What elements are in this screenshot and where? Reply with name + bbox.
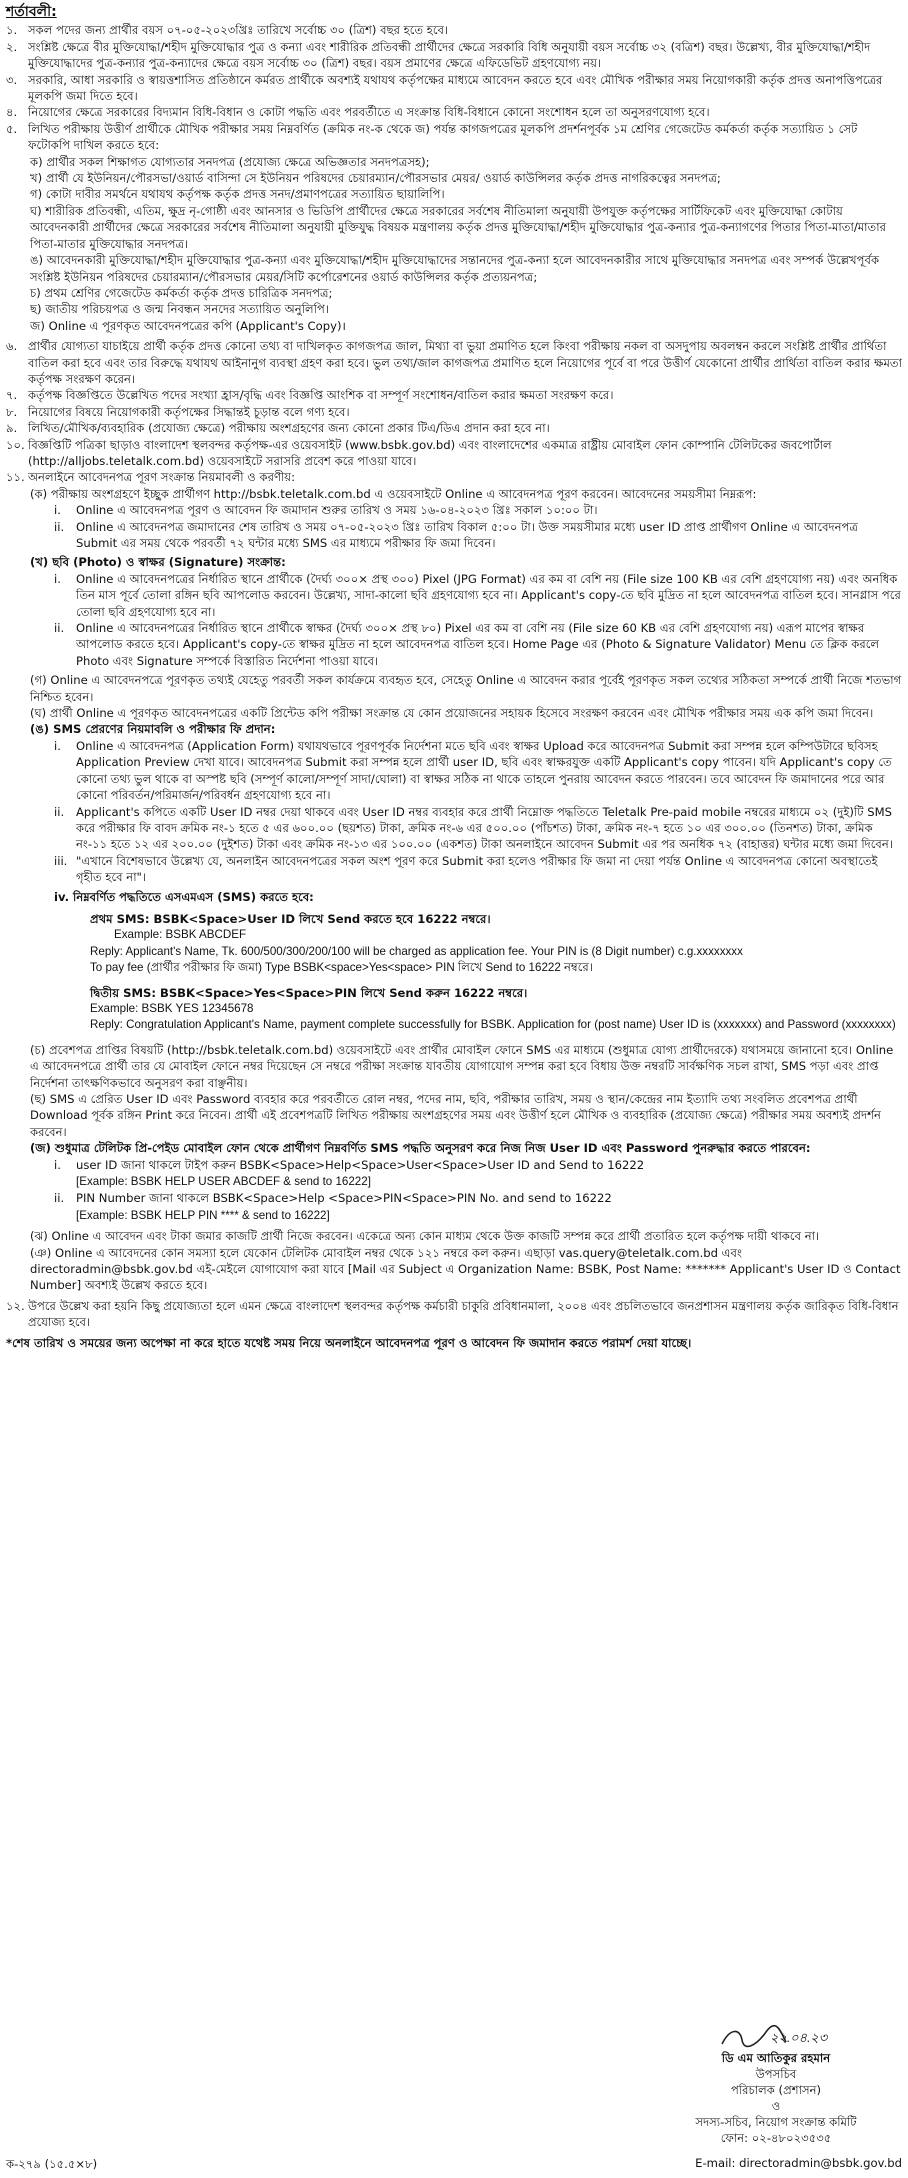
rule-ja: (জ) শুধুমাত্র টেলিটক প্রি-পেইড মোবাইল ফোন থেকে প্রার্থীগণ নিম্নবর্ণিত SMS পদ্ধতি অনুসরণ করে নিজ নিজ User ID এবং Password পুনরুদ্ধার করতে পারবেন: [30,1141,811,1156]
sms-first [30,911,902,977]
sms-second-reply: Reply: Congratulation Applicant's Name, payment complete successfully for BSBK. Application for (post name) User ID is (xxxxxxx) and Password (xxxxxxxx) [90,1018,896,1032]
signature-mark [650,2024,902,2050]
signatory-designation: উপসচিব [755,2067,797,2081]
term-item: ১২. উপরে উল্লেখ করা হয়নি কিছু প্রযোজ্যতা হলে এমন ক্ষেত্রে বাংলাদেশ স্থলবন্দর কর্তৃপক্ষ কর্মচারী চাকুরি প্রবিধানমালা, ২০০৪ এবং প্রচলিতভাবে জনপ্রশাসন মন্ত্রণালয় কর্তৃক জারিকৃত বিধি-বিধান প্রযোজ্য হবে। [6,1298,899,1330]
checklist-item: চ) প্রথম শ্রেণির গেজেটেড কর্মকর্তা কর্তৃক প্রদত্ত চারিত্রিক সনদপত্র; [30,285,333,300]
document-checklist [6,154,902,334]
terms-heading: শর্তাবলী: [6,4,57,20]
term-item: ১. সকল পদের জন্য প্রার্থীর বয়স ০৭-০৫-২০২৩খ্রিঃ তারিখে সর্বোচ্চ ৩০ (ত্রিশ) বছর হতে হবে। [6,23,449,38]
signature-block [650,2024,902,2146]
rule-ka-ii: ii. Online এ আবেদনপত্র জমাদানের শেষ তারিখ ও সময় ০৭-০৫-২০২৩ খ্রিঃ তারিখ বিকাল ৫:০০ টা। উক্ত সময়সীমার মধ্যে user ID প্রাপ্ত প্রার্থীগণ Online এ আবেদনপত্র Submit এর সময় থেকে পরবর্তী ৭২ ঘন্টার মধ্যে SMS এর মাধ্যমে পরীক্ষার ফি জমা দিবেন। [54,519,858,550]
rule-kha: (খ) ছবি (Photo) ও স্বাক্ষর (Signature) সংক্রান্ত: [30,555,286,570]
term-item: ৩. সরকারি, আধা সরকারি ও স্বায়ত্তশাসিত প্রতিষ্ঠানে কর্মরত প্রার্থীকে অবশ্যই যথাযথ কর্তৃপক্ষের মাধ্যমে আবেদন করতে হবে এবং মৌখিক পরীক্ষার সময় নিয়োগকারী কর্তৃক প্রদত্ত অনাপত্তিপত্রের মূলকপি জমা দিতে হবে। [6,72,883,104]
reference-code: ক-২৭৯ (১৫.৫×৮) [6,2157,98,2171]
signature-date: ২২.০৪.২৩ [770,2030,828,2045]
contact-email: E-mail: directoradmin@bsbk.gov.bd [695,2156,902,2170]
term-item: ৬. প্রার্থীর যোগ্যতা যাচাইয়ে প্রার্থী কর্তৃক প্রদত্ত কোনো তথ্য বা দাখিলকৃত কাগজপত্র জাল, মিথ্যা বা ভুয়া প্রমাণিত হলে কিংবা পরীক্ষায় নকল বা অসদুপায় অবলম্বন করলে সংশ্লিষ্ট প্রার্থীর প্রার্থিতা বাতিল করা হবে এবং তার বিরুদ্ধে যথাযথ আইনানুগ ব্যবস্থা গ্রহণ করা হবে। ভুল তথ্য/জাল কাগজপত্র প্রমাণিত হলে নিয়োগের পূর্বে বা পরে উত্তীর্ণ যেকোনো প্রার্থীর প্রার্থিতা বাতিল করার ক্ষমতা কর্তৃপক্ষ সংরক্ষণ করেন। [6,339,902,386]
terms-section [6,4,902,1351]
checklist-item: খ) প্রার্থী যে ইউনিয়ন/পৌরসভা/ওয়ার্ড বাসিন্দা সে ইউনিয়ন পরিষদের চেয়ারম্যান/পৌরসভার মেয়র/ ওয়ার্ড কাউন্সিলর কর্তৃক প্রদত্ত নাগরিকত্বের সনদপত্র; [30,171,721,186]
footer [6,2156,902,2175]
rule-nya: (ঞ) Online এ আবেদনের কোন সমস্যা হলে যেকোন টেলিটক মোবাইল নম্বর থেকে ১২১ নম্বরে কল করুন। এছাড়া vas.query@teletalk.com.bd এবং directoradmin@bsbk.gov.bd এই-মেইলে যোগাযোগ করা যাবে [Mail এর Subject এ Organization Name: BSBK, Post Name: ******* Applicant's User ID ও Contact Number] অবশ্যই উল্লেখ করতে হবে। [30,1245,901,1293]
rule-ka-i: i. Online এ আবেদনপত্র পূরণ ও আবেদন ফি জমাদান শুরুর তারিখ ও সময় ১৬-০৪-২০২৩ খ্রিঃ সকাল ১০:০০ টা। [54,503,598,518]
rule-ja-i: i. user ID জানা থাকলে টাইপ করুন BSBK<Space>Help<Space>User<Space>User ID and Send to 16222 [Example: BSBK HELP USER ABCDEF & send to 16222] [54,1157,645,1189]
rule-ka: (ক) পরীক্ষায় অংশগ্রহণে ইচ্ছুক প্রার্থীগণ http://bsbk.teletalk.com.bd এ ওয়েবসাইটে Online এ আবেদনপত্র পূরণ করবেন। আবেদনের সময়সীমা নিম্নরূপ: [30,486,757,501]
sms-first-reply: Reply: Applicant's Name, Tk. 600/500/300/200/100 will be charged as application fee. Your PIN is (8 Digit number) c.g.xxxxxxxx [90,944,743,958]
rule-kha-i: i. Online এ আবেদনপত্রের নির্ধারিত স্থানে প্রার্থীকে (দৈর্ঘ্য ৩০০× প্রস্থ ৩০০) Pixel (JPG Format) এর কম বা বেশি নয় (File size 100 KB এর বেশি গ্রহণযোগ্য নয়) এবং অনধিক তিন মাস পূর্বে তোলা রঙ্গিন ছবি আপলোড করবেন। উল্লেখ্য, সাদা-কালো ছবি গ্রহণযোগ্য হবে না। Applicant's copy-তে ছবি মুদ্রিত না হলে আবেদনপত্র বাতিল হবে। সানগ্লাস পরে তোলা ছবি গ্রহণযোগ্য হবে না। [54,571,901,619]
term-item: ২. সংশ্লিষ্ট ক্ষেত্রে বীর মুক্তিযোদ্ধা/শহীদ মুক্তিযোদ্ধার পুত্র ও কন্যা এবং শারীরিক প্রতিবন্ধী প্রার্থীদের ক্ষেত্রে সরকারি বিধি অনুযায়ী বয়স সর্বোচ্চ ৩২ (বত্রিশ) বছর। উল্লেখ্য, বীর মুক্তিযোদ্ধা/শহীদ মুক্তিযোদ্ধাদের পুত্র-কন্যার পুত্র-কন্যাদের ক্ষেত্রে বয়স সর্বোচ্চ ৩০ (ত্রিশ) বছর। বয়স প্রমাণের ক্ষেত্রে এফিডেভিট গ্রহণযোগ্য নয়। [6,39,871,71]
rule-ga: (গ) Online এ আবেদনপত্রে পূরণকৃত তথ্যই যেহেতু পরবর্তী সকল কার্যক্রমে ব্যবহৃত হবে, সেহেতু Online এ আবেদন করার পূর্বেই পূরণকৃত সকল তথ্যের সঠিকতা সম্পর্কে প্রার্থী নিজে শতভাগ নিশ্চিত হবেন। [30,673,902,704]
rule-ja-ii: ii. PIN Number জানা থাকলে BSBK<Space>Help <Space>PIN<Space>PIN No. and send to 16222 [Example: BSBK HELP PIN **** & send to 16222] [54,1191,612,1222]
checklist-item: ঙ) আবেদনকারী মুক্তিযোদ্ধা/শহীদ মুক্তিযোদ্ধার পুত্র-কন্যা এবং মুক্তিযোদ্ধা/শহীদ মুক্তিযোদ্ধাদের সন্তানদের পুত্র-কন্যা হলে আবেদনকারীর সাথে মুক্তিযোদ্ধার সনদপত্র এবং সম্পর্ক উল্লেখপূর্বক সংশ্লিষ্ট ইউনিয়ন পরিষদের চেয়ারম্যান/পৌরসভার মেয়র/সিটি কর্পোরেশনের ওয়ার্ড কাউন্সিলর কর্তৃক প্রত্যয়নপত্র; [30,253,880,284]
term-item: ৮. নিয়োগের বিষয়ে নিয়োগকারী কর্তৃপক্ষের সিদ্ধান্তই চূড়ান্ত বলে গণ্য হবে। [6,404,350,419]
rule-gha: (ঘ) প্রার্থী Online এ পূরণকৃত আবেদনপত্রের একটি প্রিন্টেড কপি পরীক্ষা সংক্রান্ত যে কোন প্রয়োজনের সহায়ক হিসেবে সংরক্ষণ করবেন এবং মৌখিক পরীক্ষার সময় এক কপি জমা দিবেন। [30,706,874,721]
signatory-committee: সদস্য-সচিব, নিয়োগ সংক্রান্ত কমিটি [695,2115,857,2129]
terms-list-part1 [6,22,902,153]
checklist-item: গ) কোটা দাবীর সমর্থনে যথাযথ কর্তৃপক্ষ কর্তৃক প্রদত্ত সনদ/প্রমাণপত্রের সত্যায়িত ছায়ালিপি। [30,187,445,202]
term-item: ৫. লিখিত পরীক্ষায় উত্তীর্ণ প্রার্থীকে মৌখিক পরীক্ষার সময় নিম্নবর্ণিত (ক্রমিক নং-ক থেকে জ) পর্যন্ত কাগজপত্রের মূলকপি প্রদর্শনপূর্বক ১ম শ্রেণির গেজেটেড কর্মকর্তা কর্তৃক সত্যায়িত ১ সেট ফটোকপি দাখিল করতে হবে: [6,121,858,153]
sms-first-head: প্রথম SMS: BSBK<Space>User ID লিখে Send করতে হবে 16222 নম্বরে। [90,911,491,926]
sms-first-pay: To pay fee (প্রার্থীর পরীক্ষার ফি জমা) Type BSBK<space>Yes<space> PIN লিখে Send to 16222 নম্বরে। [90,961,593,975]
signatory-and: ও [771,2099,781,2113]
term-item: ৪. নিয়োগের ক্ষেত্রে সরকারের বিদ্যমান বিধি-বিধান ও কোটা পদ্ধতি এবং পরবর্তীতে এ সংক্রান্ত বিধি-বিধানে কোনো সংশোধন হলে তা অনুসরণযোগ্য হবে। [6,105,710,120]
rule-kha-ii: ii. Online এ আবেদনপত্রের নির্ধারিত স্থানে প্রার্থীকে স্বাক্ষর (দৈর্ঘ্য ৩০০× প্রস্থ ৮০) Pixel এর কম বা বেশি নয় (File size 60 KB এর বেশি গ্রহণযোগ্য নয়) এরূপ মাপের স্বাক্ষর আপলোড করতে হবে। Applicant's copy-তে স্বাক্ষর মুদ্রিত না হলে আবেদনপত্র বাতিল হবে। Home Page এর (Photo & Signature Validator) Menu তে ক্লিক করলে Photo এবং Signature সম্পর্কে বিস্তারিত নির্দেশনা পাওয়া যাবে। [54,621,880,668]
terms-list-part2 [6,338,902,486]
checklist-item: ঘ) শারীরিক প্রতিবন্ধী, এতিম, ক্ষুদ্র নৃ-গোষ্ঠী এবং আনসার ও ভিডিপি প্রার্থীদের ক্ষেত্রে সরকারের সর্বশেষ নীতিমালা অনুযায়ী উপযুক্ত কর্তৃপক্ষের সার্টিফিকেট এবং মুক্তিযোদ্ধা কোটায় আবেদনকারী প্রার্থীদের ক্ষেত্রে সরকারের সর্বশেষ নীতিমালা অনুযায়ী মুক্তিযুদ্ধ বিষয়ক মন্ত্রণালয় কর্তৃক প্রদত্ত মুক্তিযোদ্ধা/শহীদ মুক্তিযোদ্ধার পুত্র-কন্যার পুত্র-কন্যাগণের পিতার পিতা-মাতা/মাতার পিতা-মাতার মুক্তিযোদ্ধার সনদপত্র। [30,203,886,251]
checklist-item: জ) Online এ পূরণকৃত আবেদনপত্রের কপি (Applicant's Copy)। [30,318,346,333]
checklist-item: ক) প্রার্থীর সকল শিক্ষাগত যোগ্যতার সনদপত্র (প্রযোজ্য ক্ষেত্রে অভিজ্ঞতার সনদপত্রসহ); [30,154,430,169]
term-item: ৭. কর্তৃপক্ষ বিজ্ঞপ্তিতে উল্লেখিত পদের সংখ্যা হ্রাস/বৃদ্ধি এবং বিজ্ঞপ্তি আংশিক বা সম্পূর্ণ সংশোধন/বাতিল করার ক্ষমতা সংরক্ষণ করে। [6,388,614,403]
rule-uma-iv: iv. নিম্নবর্ণিত পদ্ধতিতে এসএমএস (SMS) করতে হবে: [54,889,314,904]
online-application-rules [6,486,902,1294]
rule-chha: (ছ) SMS এ প্রেরিত User ID এবং Password ব্যবহার করে পরবর্তীতে রোল নম্বর, পদের নাম, ছবি, পরীক্ষার তারিখ, সময় ও স্থান/কেন্দ্রের নাম ইত্যাদি তথ্য সংবলিত প্রবেশপত্র প্রার্থী Download পূর্বক রঙ্গিন Print করে নিবেন। প্রার্থী এই প্রবেশপত্রটি লিখিত পরীক্ষায় অংশগ্রহণের সময় এবং উত্তীর্ণ হলে মৌখিক ও ব্যবহারিক (প্রযোজ্য ক্ষেত্রে) পরীক্ষার সময় অবশ্যই প্রদর্শন করবেন। [30,1092,881,1139]
sms-second [30,985,902,1034]
rule-uma-i: i. Online এ আবেদনপত্র (Application Form) যথাযথভাবে পূরণপূর্বক নির্দেশনা মতে ছবি এবং স্বাক্ষর Upload করে আবেদনপত্র Submit করা সম্পন্ন হলে কম্পিউটারে ছবিসহ Application Preview দেখা যাবে। আবেদনপত্র Submit করা সম্পন্ন হলে প্রার্থী user ID, ছবি এবং স্বাক্ষরযুক্ত একটি Applicant's copy পাবেন। যদি Applicant's copy তে কোনো তথ্য ভুল থাকে বা অস্পষ্ট ছবি (সম্পূর্ণ কালো/সম্পূর্ণ সাদা/ঘোলা) বা স্বাক্ষর সঠিক না থাকে তাহলে পুনরায় আবেদন করতে পারবেন। তবে আবেদন ফি জমাদানের পরে আর কোনো পরিবর্তন/পরিমার্জন/পরিবর্ধন গ্রহণযোগ্য হবে না। [54,738,892,803]
sms-second-example: Example: BSBK YES 12345678 [90,1001,254,1015]
rule-uma-iii: iii. "এখানে বিশেষভাবে উল্লেখ্য যে, অনলাইন আবেদনপত্রের সকল অংশ পূরণ করে Submit করা হলেও পরীক্ষার ফি জমা না দেয়া পর্যন্ত Online এ আবেদনপত্র কোনো অবস্থাতেই গৃহীত হবে না"। [54,853,878,885]
rule-uma: (ঙ) SMS প্রেরণের নিয়মাবলি ও পরীক্ষার ফি প্রদান: [30,722,276,737]
term-item: ১১. অনলাইনে আবেদনপত্র পূরণ সংক্রান্ত নিয়মাবলী ও করণীয়: [6,470,296,485]
signatory-role: পরিচালক (প্রশাসন) [730,2083,822,2097]
term-item: ৯. লিখিত/মৌখিক/ব্যবহারিক (প্রযোজ্য ক্ষেত্রে) পরীক্ষায় অংশগ্রহণের জন্য কোনো প্রকার টিএ/ডিএ প্রদান করা হবে না। [6,421,550,436]
rule-uma-ii: ii. Applicant's কপিতে একটি User ID নম্বর দেয়া থাকবে এবং User ID নম্বর ব্যবহার করে প্রার্থী নিম্নোক্ত পদ্ধতিতে Teletalk Pre-paid mobile নম্বরের মাধ্যমে ০২ (দুই)টি SMS করে পরীক্ষার ফি বাবদ ক্রমিক নং-১ হতে ৫ এর ৬০০.০০ (ছয়শত) টাকা, ক্রমিক নং-৬ এর ৫০০.০০ (পাঁচশত) টাকা, ক্রমিক নং-৭ হতে ১০ এর ৩০০.০০ (তিনশত) টাকা, ক্রমিক নং-১১ হতে ১২ এর ২০০.০০ (দুইশত) টাকা এবং ক্রমিক নং-১৩ এর ১০০.০০ (একশত) টাকা অনলাইনে আবেদন Submit এর পর অনধিক ৭২ (বাহাত্তর) ঘন্টার মধ্যে জমা দিবেন। [54,804,893,852]
signatory-name: ডি এম আতিকুর রহমান [721,2051,831,2065]
checklist-item: ছ) জাতীয় পরিচয়পত্র ও জন্ম নিবন্ধন সনদের সত্যায়িত অনুলিপি। [30,302,330,317]
sms-first-example: Example: BSBK ABCDEF [114,928,247,942]
signatory-phone: ফোন: ০২-৪৮০২৩৫৩৫ [720,2131,832,2145]
rule-cha: (চ) প্রবেশপত্র প্রাপ্তির বিষয়টি (http://bsbk.teletalk.com.bd) ওয়েবসাইটে এবং প্রার্থীর মোবাইল ফোনে SMS এর মাধ্যমে (শুধুমাত্র যোগ্য প্রার্থীদেরকে) যথাসময়ে জানানো হবে। Online এ আবেদনপত্রে প্রার্থী তার যে মোবাইল ফোনে নম্বর দিয়েছেন সে নম্বরে পরীক্ষা সংক্রান্ত যাবতীয় যোগাযোগ সম্পন্ন করা হবে বিধায় উক্ত নম্বরটি সার্বক্ষণিক সচল রাখা, SMS পড়া এবং প্রাপ্ত নির্দেশনা তাৎক্ষণিকভাবে অনুসরণ করা বাঞ্ছনীয়। [30,1042,894,1090]
rule-jha: (ঝ) Online এ আবেদন এবং টাকা জমার কাজটি প্রার্থী নিজে করবেন। একেত্রে অন্য কোন মাধ্যম থেকে উক্ত কাজটি সম্পন্ন করে প্রার্থী প্রতারিত হলে কর্তৃপক্ষ দায়ী থাকবে না। [30,1229,820,1244]
deadline-note: *শেষ তারিখ ও সময়ের জন্য অপেক্ষা না করে হাতে যথেষ্ট সময় নিয়ে অনলাইনে আবেদনপত্র পূরণ ও আবেদন ফি জমাদান করতে পরামর্শ দেয়া যাচ্ছে। [6,1335,692,1350]
term-item: ১০. বিজ্ঞপ্তিটি পত্রিকা ছাড়াও বাংলাদেশ স্থলবন্দর কর্তৃপক্ষ-এর ওয়েবসাইট (www.bsbk.gov.bd) এবং বাংলাদেশের একমাত্র রাষ্ট্রীয় মোবাইল ফোন কোম্পানি টেলিটকের জবপোর্টাল (http://alljobs.teletalk.com.bd) ওয়েবসাইটে সরাসরি প্রবেশ করে পাওয়া যাবে। [6,437,832,468]
sms-second-head: দ্বিতীয় SMS: BSBK<Space>Yes<Space>PIN লিখে Send করুন 16222 নম্বরে। [90,985,528,1000]
